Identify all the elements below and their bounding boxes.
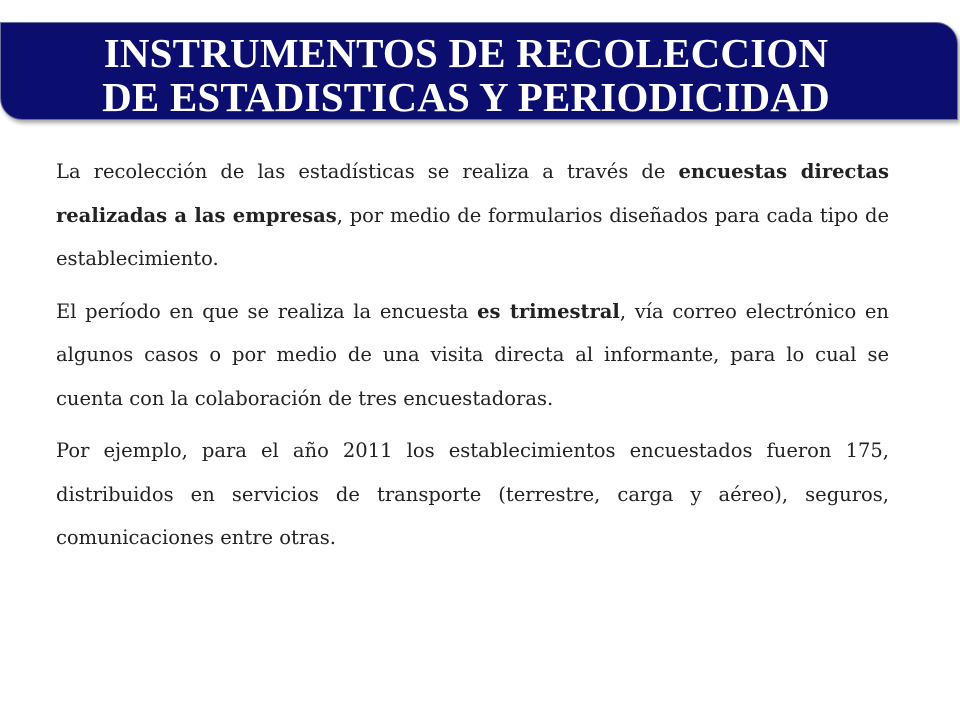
p1-text-start: La recolección de las estadísticas se realiza a través de	[56, 160, 679, 183]
p2-text-end: , vía correo electrónico en algunos casos o por medio de una visita directa al informante, para lo cual se cuenta con la colaboración de tres encuestadoras.	[56, 299, 889, 410]
p2-bold-trimestral: es trimestral	[477, 299, 620, 323]
p1-text-end: , por medio de formularios diseñados para cada tipo de establecimiento.	[56, 203, 889, 270]
paragraph-periodo	[56, 290, 889, 421]
slide-title	[1, 31, 931, 119]
paragraph-ejemplo	[56, 429, 889, 560]
p2-text-start: El período en que se realiza la encuesta	[56, 299, 478, 323]
title-line-1: INSTRUMENTOS DE RECOLECCION	[103, 30, 829, 76]
slide-body	[56, 150, 889, 569]
p1-bold-encuestas: encuestas directas realizadas a las empresas	[56, 160, 889, 227]
title-line-2: DE ESTADISTICAS Y PERIODICIDAD	[102, 74, 830, 120]
paragraph-recoleccion	[56, 150, 889, 281]
title-banner	[0, 22, 958, 120]
p3-text: Por ejemplo, para el año 2011 los establecimientos encuestados fueron 175, distribuidos en servicios de transporte (terrestre, carga y aéreo), seguros, comunicaciones entre otras.	[56, 439, 889, 549]
